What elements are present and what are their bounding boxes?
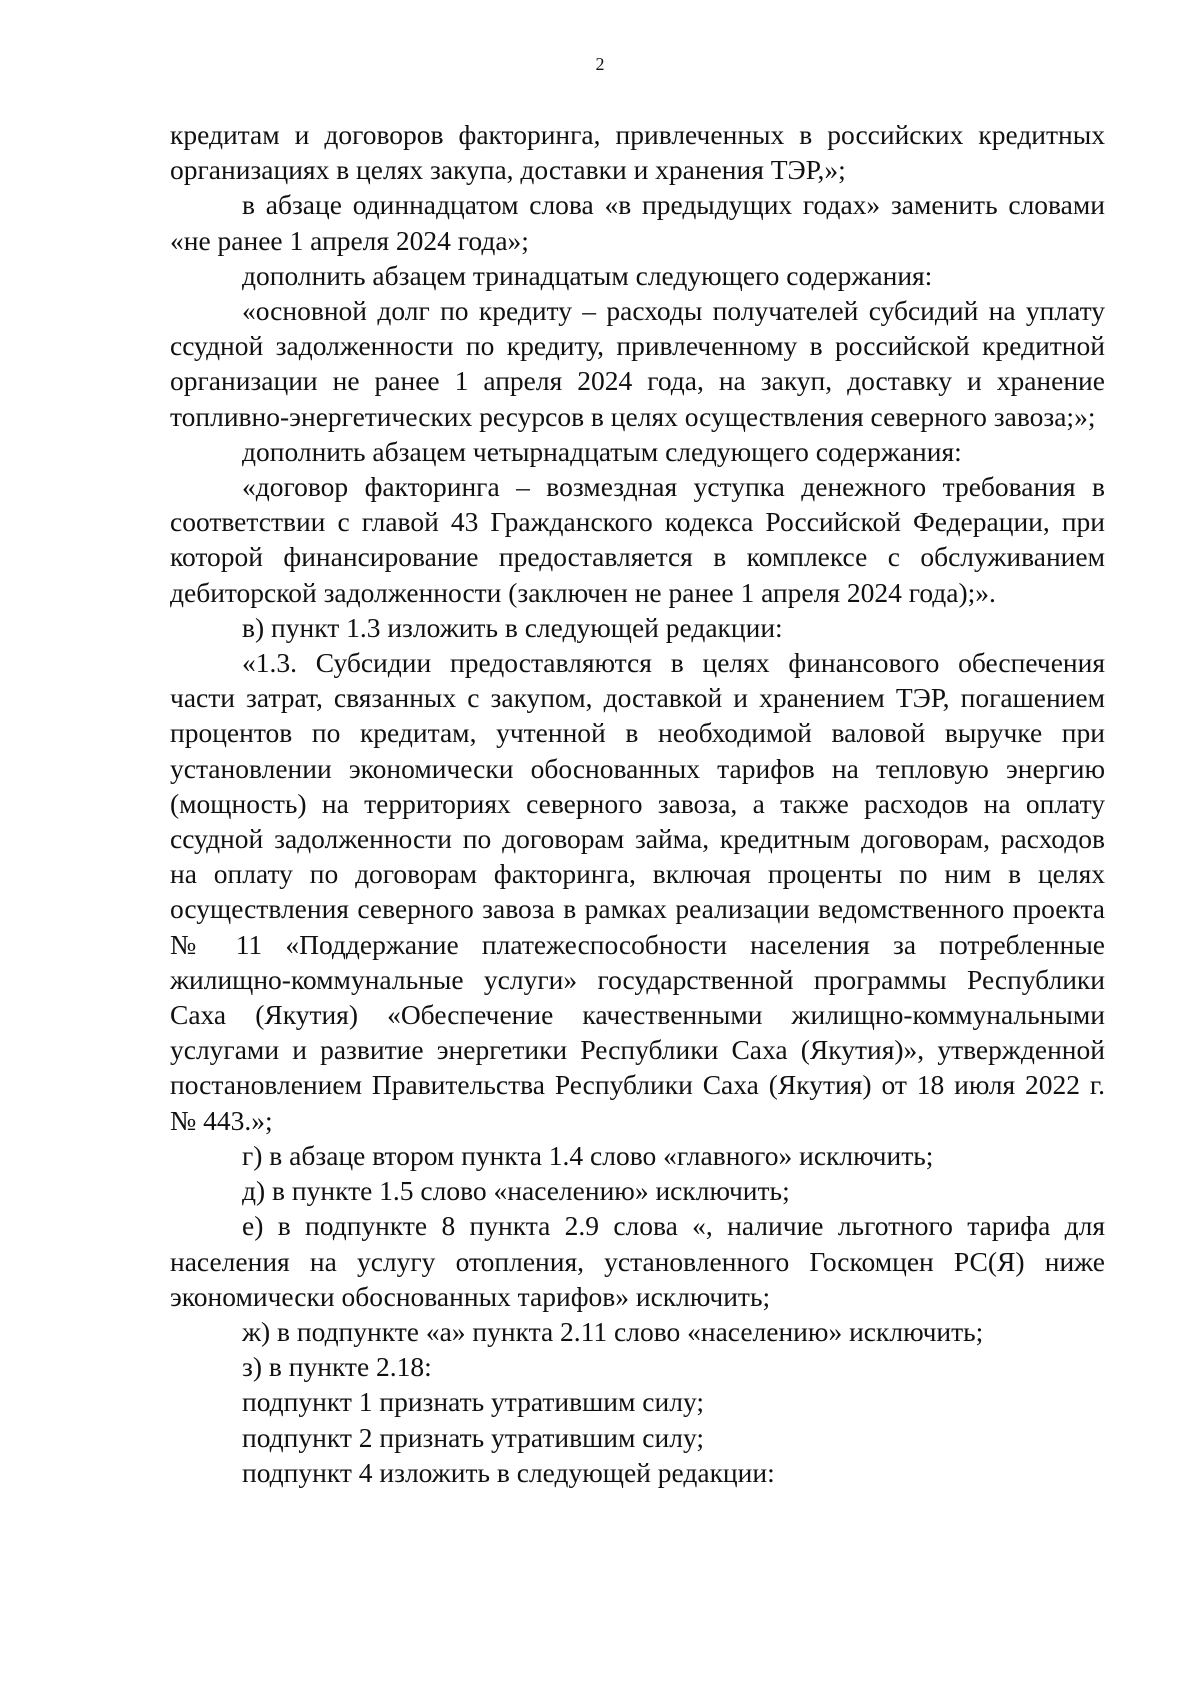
paragraph: подпункт 1 признать утратившим силу; — [242, 1386, 704, 1418]
paragraph: «1.3. Субсидии предоставляются в целях финансового обеспечения части затрат, связанных с закупом, доставкой и хранением ТЭР, погашением процентов по кредитам, учтенной в необходимой валовой выручке при установлении экономически обоснованных тарифов на тепловую энергию (мощность) на территориях северного завоза, а также расходов на оплату ссудной задолженности по договорам займа, кредитным договорам, расходов на оплату по договорам факторинга, включая проценты по ним в целях осуществления северного завоза в рамках реализации ведомственного проекта № 11 «Поддержание платежеспособности населения за потребленные жилищно-коммунальные услуги» государственной программы Республики Саха (Якутия) «Обеспечение качественными жилищно-коммунальными услугами и развитие энергетики Республики Саха (Якутия)», утвержденной постановлением Правительства Республики Саха (Якутия) от 18 июля 2022 г. № 443.»; — [170, 647, 1105, 1136]
paragraph: дополнить абзацем тринадцатым следующего содержания: — [242, 259, 933, 291]
paragraph: е) в подпункте 8 пункта 2.9 слова «, наличие льготного тарифа для населения на услугу отопления, установленного Госкомцен РС(Я) ниже экономически обоснованных тарифов» исключить; — [170, 1210, 1105, 1312]
paragraph: в) пункт 1.3 изложить в следующей редакции: — [242, 611, 783, 643]
paragraph: ж) в подпункте «а» пункта 2.11 слово «населению» исключить; — [242, 1315, 984, 1347]
paragraph: г) в абзаце втором пункта 1.4 слово «главного» исключить; — [242, 1139, 934, 1171]
paragraph: кредитам и договоров факторинга, привлеченных в российских кредитных организациях в целях закупа, доставки и хранения ТЭР,»; — [170, 119, 1105, 186]
paragraph: «основной долг по кредиту – расходы получателей субсидий на уплату ссудной задолженности по кредиту, привлеченному в российской кредитной организации не ранее 1 апреля 2024 года, на закуп, доставку и хранение топливно-энергетических ресурсов в целях осуществления северного завоза;»; — [170, 295, 1105, 432]
paragraph: подпункт 4 изложить в следующей редакции: — [242, 1456, 775, 1488]
paragraph: подпункт 2 признать утратившим силу; — [242, 1421, 704, 1453]
document-body — [170, 117, 1105, 1490]
paragraph: з) в пункте 2.18: — [242, 1351, 432, 1383]
paragraph: д) в пункте 1.5 слово «населению» исключить; — [242, 1175, 790, 1207]
paragraph: дополнить абзацем четырнадцатым следующего содержания: — [242, 435, 962, 467]
page-number: 2 — [595, 54, 605, 74]
paragraph: в абзаце одиннадцатом слова «в предыдущих годах» заменить словами «не ранее 1 апреля 2024 года»; — [170, 189, 1105, 256]
paragraph: «договор факторинга – возмездная уступка денежного требования в соответствии с главой 43 Гражданского кодекса Российской Федерации, при которой финансирование предоставляется в комплексе с обслуживанием дебиторской задолженности (заключен не ранее 1 апреля 2024 года);». — [170, 471, 1105, 608]
